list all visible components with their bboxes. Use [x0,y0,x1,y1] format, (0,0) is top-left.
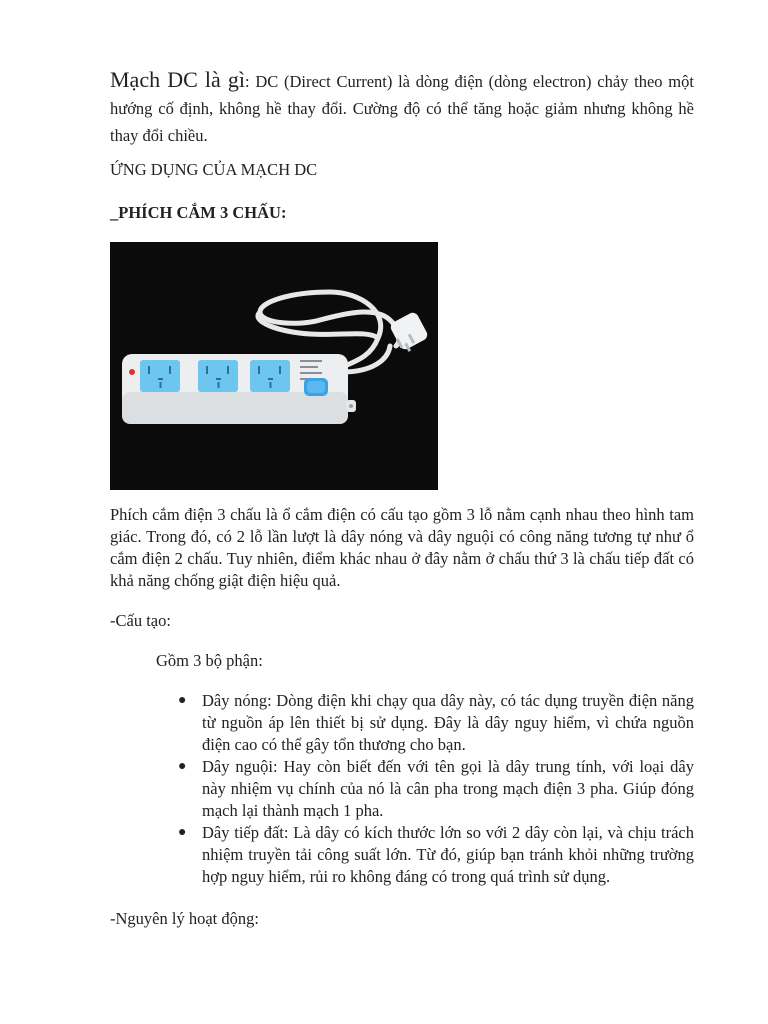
list-item-text: Dây nóng: Dòng điện khi chạy qua dây này, có tác dụng truyền điện năng từ nguồn áp lên thiết bị sử dụng. Đây là dây nguy hiểm, vì chứa nguồn điện cao có thể gây tổn thương cho bạn. [202,691,694,754]
intro-title: Mạch DC là gì [110,67,245,92]
power-strip-photo [110,242,438,490]
list-item [178,690,694,756]
document-page [110,66,694,930]
bullet-icon: ● [178,759,187,774]
principle-label: -Nguyên lý hoạt động: [110,909,259,928]
section-heading: ỨNG DỤNG CỦA MẠCH DC [110,160,318,179]
bullet-icon: ● [178,825,187,840]
list-item [178,756,694,822]
list-item [178,822,694,888]
intro-text: : DC (Direct Current) là dòng điện (dòng electron) chảy theo một hướng cố định, không hề thay đổi. Cường độ có thể tăng hoặc giảm nhưng không hề thay đổi chiều. [110,72,694,145]
structure-label: -Cấu tạo: [110,611,171,630]
list-item-text: Dây tiếp đất: Là dây có kích thước lớn so với 2 dây còn lại, và chịu trách nhiệm truyền tải công suất lớn. Từ đó, giúp bạn tránh khỏi những trường hợp nguy hiểm, rủi ro không đáng có trong quá trình sử dụng. [202,823,694,886]
subsection-heading: _PHÍCH CẮM 3 CHẤU: [110,202,287,222]
components-intro: Gồm 3 bộ phận: [156,651,263,670]
intro-paragraph [110,66,694,149]
list-item-text: Dây nguội: Hay còn biết đến với tên gọi là dây trung tính, với loại dây này nhiệm vụ chính của nó là cân pha trong mạch điện 3 pha. Giúp đóng mạch lại thành mạch 1 pha. [202,757,694,820]
components-list [110,690,694,888]
description-paragraph: Phích cắm điện 3 chấu là ổ cắm điện có cấu tạo gồm 3 lỗ nằm cạnh nhau theo hình tam giác. Trong đó, có 2 lỗ lần lượt là dây nóng và dây nguội có công năng tương tự như ổ cắm điện 2 chấu. Tuy nhiên, điểm khác nhau ở đây nằm ở chấu thứ 3 là chấu tiếp đất có khả năng chống giật điện hiệu quả. [110,505,694,590]
bullet-icon: ● [178,693,187,708]
